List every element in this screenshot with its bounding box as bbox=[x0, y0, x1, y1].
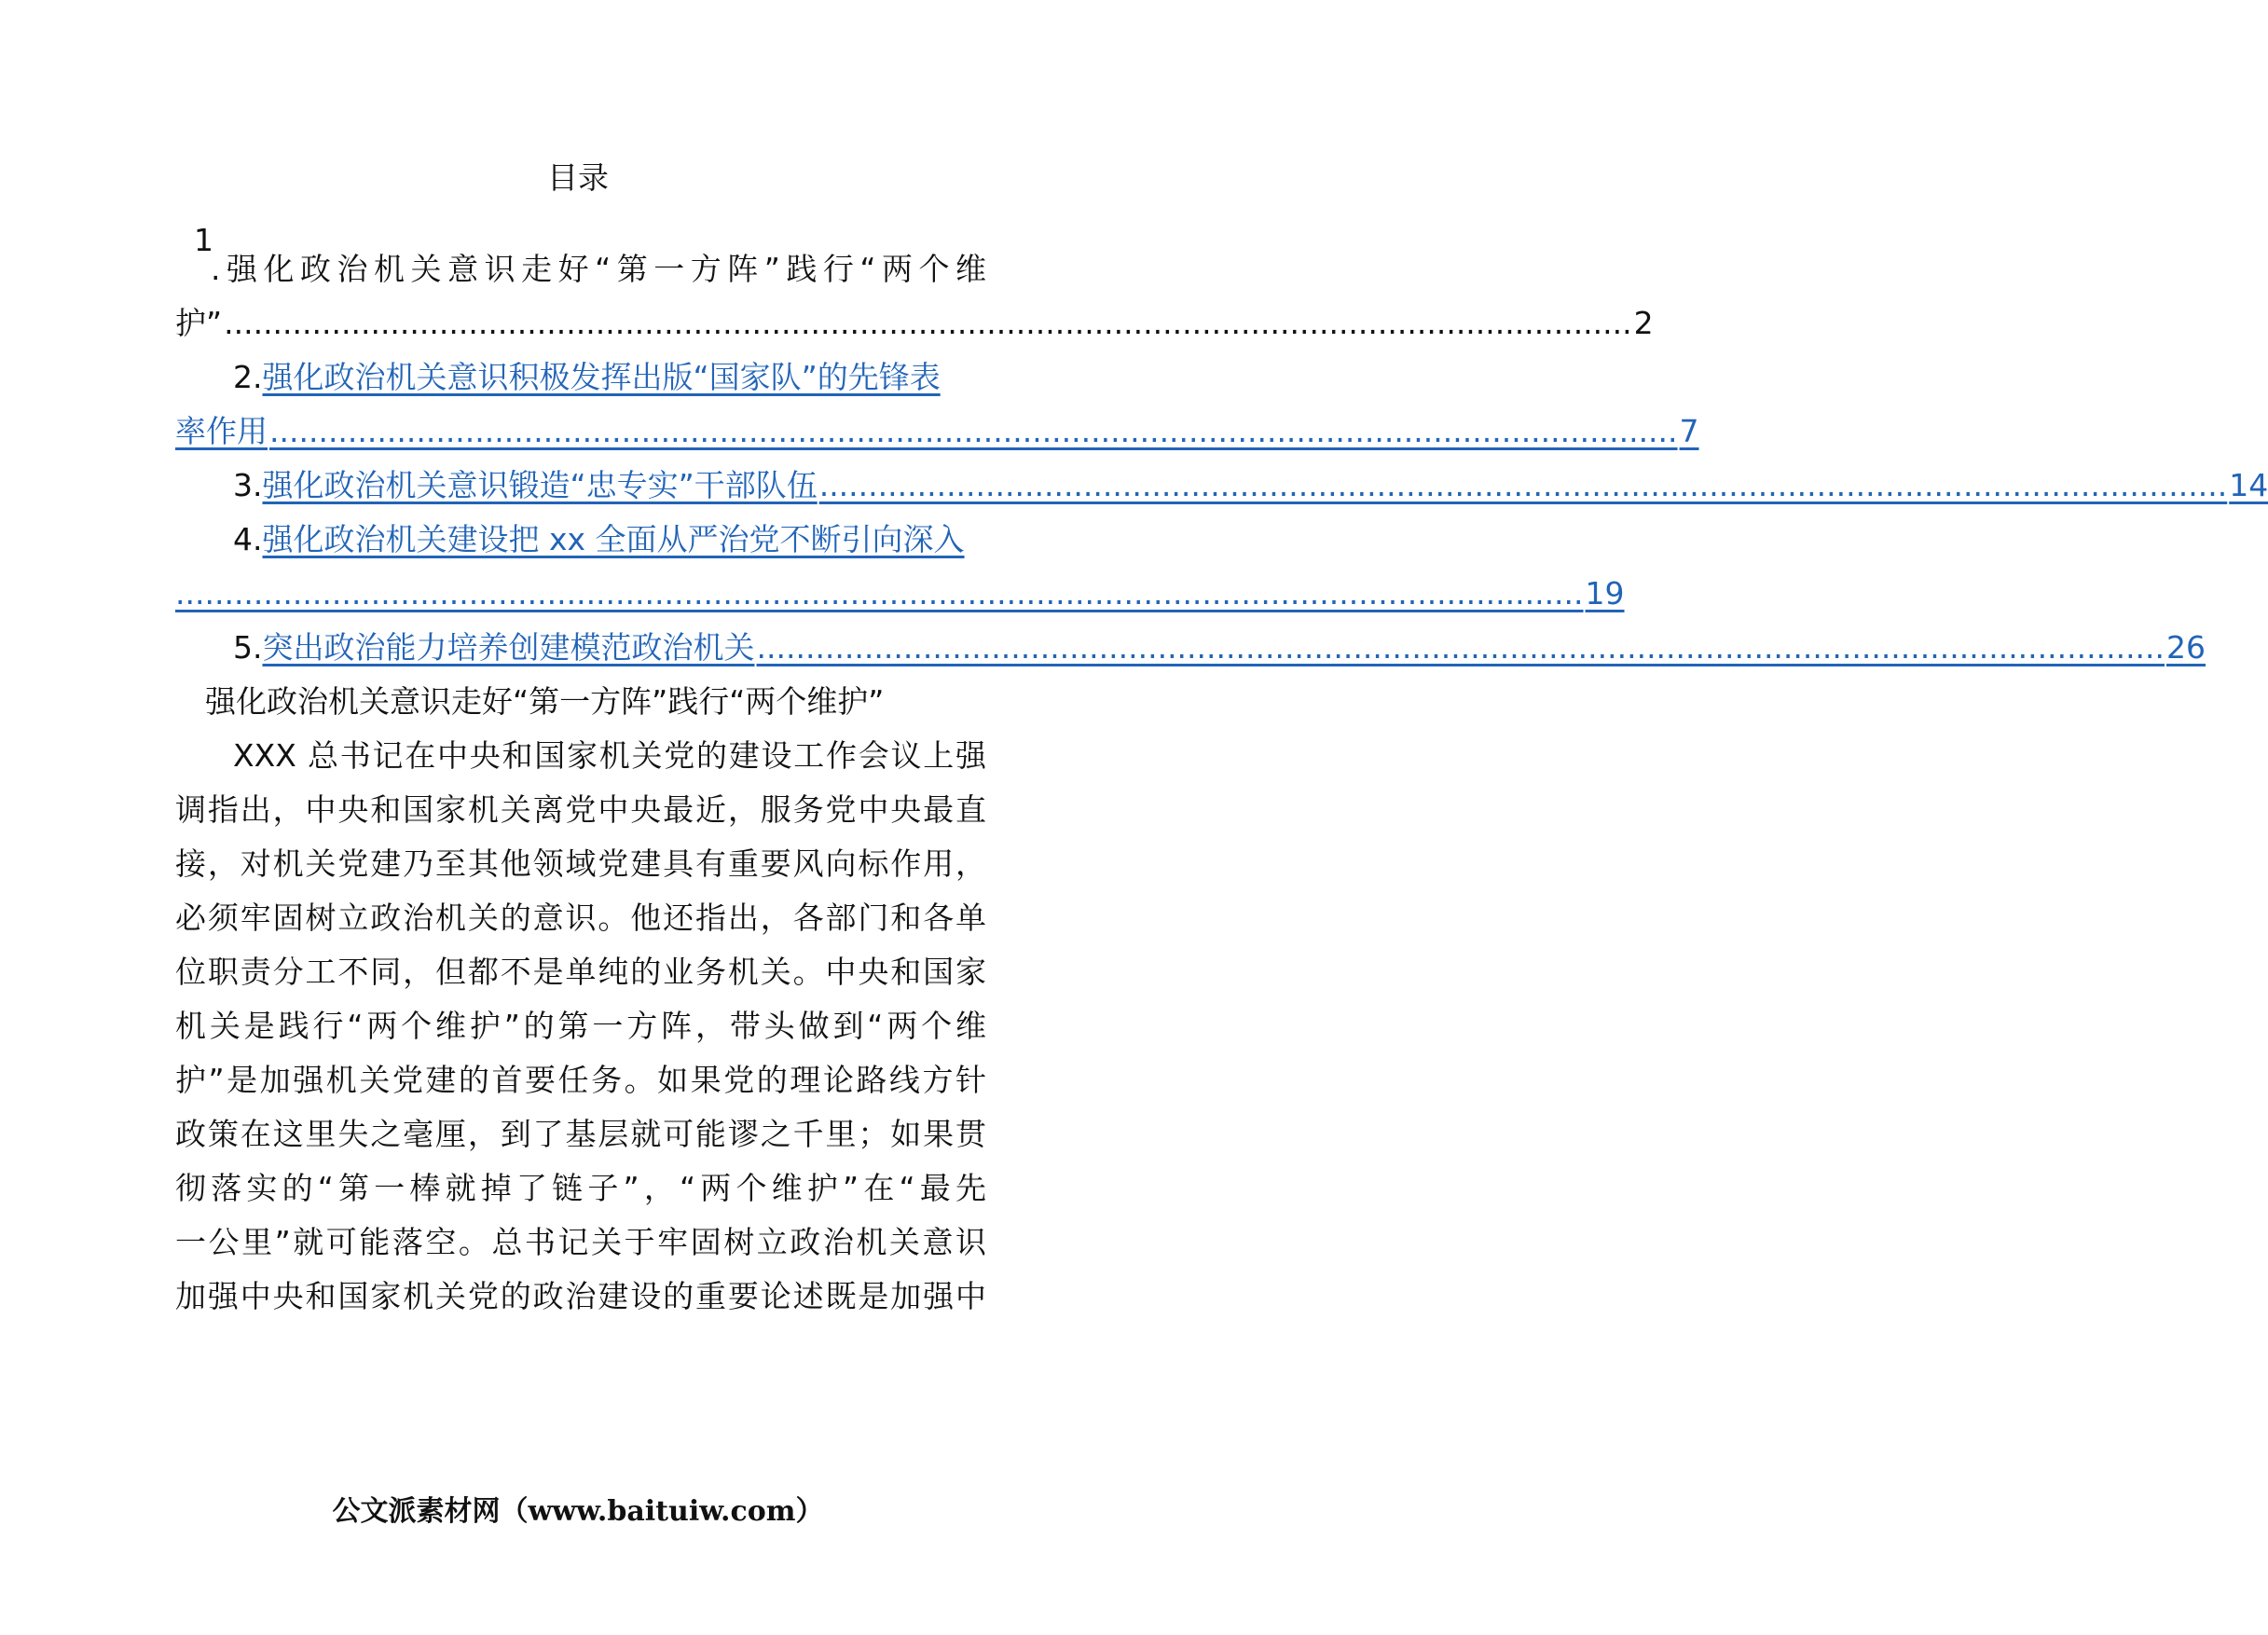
toc-entry-5-title[interactable]: 突出政治能力培养创建模范政治机关 bbox=[262, 629, 755, 666]
article-line-1: XXX 总书记在中央和国家机关党的建设工作会议上强 bbox=[233, 737, 986, 774]
toc-leader: ................................................................................................................................................ bbox=[269, 413, 1678, 449]
article-line-8: 政策在这里失之毫厘，到了基层就可能谬之千里；如果贯 bbox=[175, 1116, 986, 1152]
toc-leader: ................................................................................................................................................ bbox=[224, 305, 1632, 341]
toc-entry-2-title[interactable]: 强化政治机关意识积极发挥出版“国家队”的先锋表 bbox=[262, 359, 941, 395]
article-line-5: 位职责分工不同，但都不是单纯的业务机关。中央和国家 bbox=[175, 954, 986, 990]
toc-leader: ................................................................................................................................................ bbox=[756, 629, 2165, 666]
toc-entry-4-number: 4. bbox=[233, 521, 263, 557]
article-line-4: 必须牢固树立政治机关的意识。他还指出，各部门和各单 bbox=[175, 900, 986, 936]
article-line-11: 加强中央和国家机关党的政治建设的重要论述既是加强中 bbox=[175, 1278, 986, 1314]
toc-leader: ................................................................................................................................................ bbox=[175, 575, 1584, 611]
toc-entry-2-title-cont: 率作用 bbox=[175, 413, 268, 449]
toc-title: 目录 bbox=[547, 159, 609, 196]
toc-entry-2-number: 2. bbox=[233, 359, 263, 395]
article-line-10: 一公里”就可能落空。总书记关于牢固树立政治机关意识 bbox=[175, 1224, 986, 1260]
toc-entry-4-line1[interactable] bbox=[175, 509, 986, 570]
article-line-6: 机关是践行“两个维护”的第一方阵，带头做到“两个维 bbox=[175, 1008, 986, 1044]
toc-entry-2-line1[interactable] bbox=[175, 347, 986, 408]
toc-entry-2-line2[interactable] bbox=[175, 401, 1699, 462]
toc-entry-1-page: 2 bbox=[1633, 305, 1654, 341]
toc-first-number: 1 bbox=[194, 222, 213, 258]
toc-entry-1-title-cont: 护” bbox=[175, 305, 223, 341]
toc-entry-1-number: . bbox=[211, 251, 221, 287]
article-line-2: 调指出，中央和国家机关离党中央最近，服务党中央最直 bbox=[175, 791, 986, 828]
toc-entry-1-line2[interactable] bbox=[175, 293, 1654, 354]
toc-leader: ................................................................................................................................................ bbox=[818, 467, 2228, 503]
toc-entry-3-title[interactable]: 强化政治机关意识锻造“忠专实”干部队伍 bbox=[262, 467, 818, 503]
article-line-9: 彻落实的“第一棒就掉了链子”，“两个维护”在“最先 bbox=[175, 1170, 986, 1206]
article-line-7: 护”是加强机关党建的首要任务。如果党的理论路线方针 bbox=[175, 1062, 986, 1098]
toc-entry-5-page: 26 bbox=[2166, 629, 2206, 666]
toc-entry-1-line1[interactable] bbox=[175, 239, 986, 300]
toc-entry-4-line2[interactable] bbox=[175, 563, 1625, 625]
article-line-3: 接，对机关党建乃至其他领域党建具有重要风向标作用， bbox=[175, 845, 986, 882]
toc-entry-5[interactable] bbox=[175, 617, 2206, 679]
toc-entry-3-page: 14 bbox=[2229, 467, 2268, 503]
page-footer: 公文派素材网（www.baituiw.com） bbox=[332, 1495, 824, 1528]
toc-entry-3-number: 3. bbox=[233, 467, 263, 503]
toc-entry-1-title: 强化政治机关意识走好“第一方阵”践行“两个维 bbox=[220, 251, 986, 287]
article-heading: 强化政治机关意识走好“第一方阵”践行“两个维护” bbox=[205, 683, 885, 720]
toc-entry-4-title[interactable]: 强化政治机关建设把 xx 全面从严治党不断引向深入 bbox=[262, 521, 965, 557]
toc-entry-3[interactable] bbox=[175, 455, 2268, 516]
toc-entry-4-page: 19 bbox=[1585, 575, 1625, 611]
toc-entry-2-page: 7 bbox=[1679, 413, 1699, 449]
toc-entry-5-number: 5. bbox=[233, 629, 263, 666]
